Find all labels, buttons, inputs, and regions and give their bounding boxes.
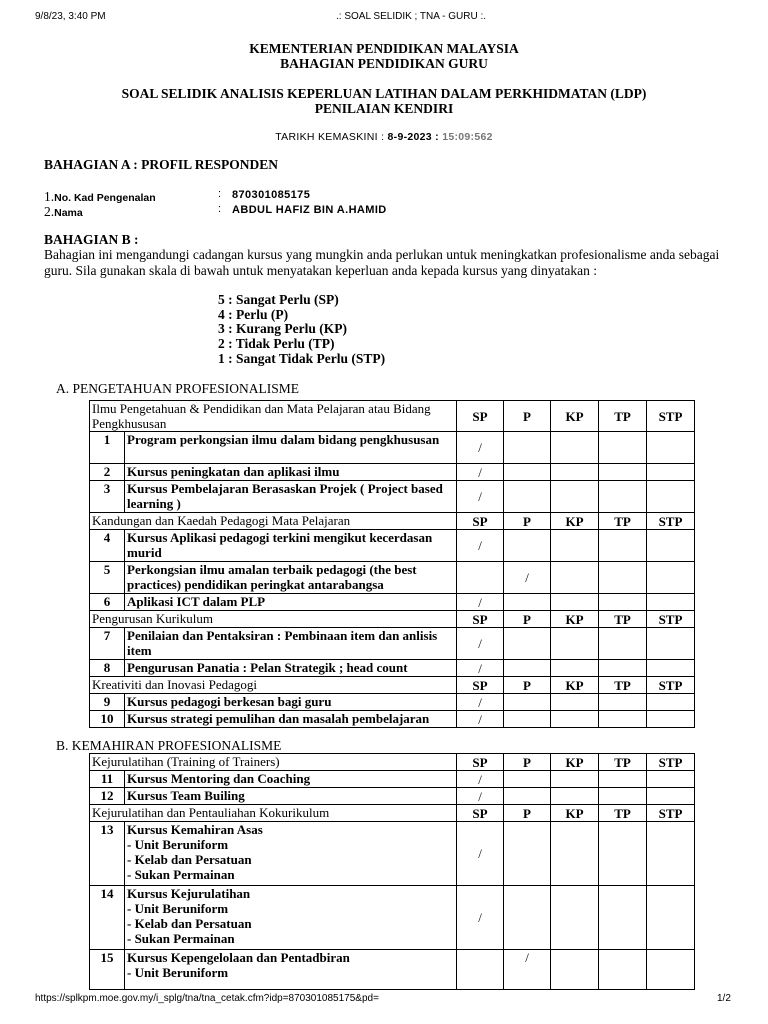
option-header-kp: KP bbox=[551, 513, 599, 530]
survey-item-row bbox=[90, 594, 695, 611]
rating-cell-stp[interactable] bbox=[647, 886, 695, 950]
last-updated bbox=[0, 131, 768, 143]
ministry-title: KEMENTERIAN PENDIDIKAN MALAYSIA bbox=[249, 41, 519, 56]
print-datetime: 9/8/23, 3:40 PM bbox=[35, 11, 106, 22]
item-text: Pengurusan Panatia : Pelan Strategik ; head count bbox=[127, 660, 408, 675]
item-description bbox=[125, 594, 457, 611]
category-label: Pengurusan Kurikulum bbox=[90, 611, 457, 628]
selected-mark: / bbox=[478, 711, 482, 727]
category-label: Kreativiti dan Inovasi Pedagogi bbox=[90, 677, 457, 694]
rating-cell-kp[interactable] bbox=[551, 822, 599, 886]
survey-item-row bbox=[90, 711, 695, 728]
category-header-row bbox=[90, 401, 695, 432]
scale-1: 1 : Sangat Tidak Perlu (STP) bbox=[218, 351, 386, 366]
last-updated-time: 15:09:562 bbox=[442, 131, 493, 143]
rating-cell-kp[interactable] bbox=[551, 432, 599, 464]
print-page-title: .: SOAL SELIDIK ; TNA - GURU :. bbox=[336, 11, 487, 22]
rating-cell-stp[interactable] bbox=[647, 660, 695, 677]
profile-name-row bbox=[44, 203, 387, 219]
rating-cell-tp[interactable] bbox=[599, 788, 647, 805]
rating-cell-stp[interactable] bbox=[647, 481, 695, 513]
item-text: Kursus peningkatan dan aplikasi ilmu bbox=[127, 464, 340, 479]
item-text: Kursus strategi pemulihan dan masalah pembelajaran bbox=[127, 711, 430, 726]
section-a-title: BAHAGIAN A : PROFIL RESPONDEN bbox=[44, 157, 279, 172]
rating-cell-p[interactable] bbox=[504, 530, 551, 562]
item-number: 2 bbox=[90, 464, 125, 481]
item-subpoint: - Sukan Permainan bbox=[127, 867, 235, 882]
rating-cell-sp[interactable] bbox=[457, 660, 504, 677]
survey-subtitle: PENILAIAN KENDIRI bbox=[314, 101, 454, 116]
option-header-p: P bbox=[504, 805, 551, 822]
rating-cell-sp[interactable] bbox=[457, 694, 504, 711]
selected-mark: / bbox=[478, 538, 482, 553]
item-number: 11 bbox=[90, 771, 125, 788]
rating-cell-tp[interactable] bbox=[599, 481, 647, 513]
category-label: Ilmu Pengetahuan & Pendidikan dan Mata Pelajaran atau Bidang Pengkhususan bbox=[90, 401, 457, 432]
item-text: Aplikasi ICT dalam PLP bbox=[127, 594, 266, 609]
option-header-p: P bbox=[504, 754, 551, 771]
item-number: 6 bbox=[90, 594, 125, 611]
item-subpoint: - Kelab dan Persatuan bbox=[127, 852, 252, 867]
rating-cell-kp[interactable] bbox=[551, 950, 599, 990]
rating-cell-sp[interactable] bbox=[457, 711, 504, 728]
rating-cell-tp[interactable] bbox=[599, 594, 647, 611]
profile-name-value: ABDUL HAFIZ BIN A.HAMID bbox=[232, 204, 387, 216]
category-header-row bbox=[90, 677, 695, 694]
rating-cell-kp[interactable] bbox=[551, 694, 599, 711]
rating-cell-stp[interactable] bbox=[647, 628, 695, 660]
option-header-stp: STP bbox=[647, 754, 695, 771]
selected-mark: / bbox=[478, 440, 482, 455]
item-subpoint: - Unit Beruniform bbox=[127, 901, 229, 916]
option-header-tp: TP bbox=[599, 805, 647, 822]
rating-cell-kp[interactable] bbox=[551, 562, 599, 594]
rating-cell-tp[interactable] bbox=[599, 771, 647, 788]
item-text: Kursus pedagogi berkesan bagi guru bbox=[127, 694, 332, 709]
print-footer bbox=[0, 993, 768, 1007]
print-page-number: 1/2 bbox=[717, 993, 731, 1004]
rating-cell-tp[interactable] bbox=[599, 660, 647, 677]
item-description bbox=[125, 788, 457, 805]
rating-cell-tp[interactable] bbox=[599, 562, 647, 594]
rating-cell-p[interactable] bbox=[504, 660, 551, 677]
option-header-sp: SP bbox=[457, 805, 504, 822]
item-number: 14 bbox=[90, 886, 125, 950]
rating-cell-p[interactable] bbox=[504, 950, 551, 990]
option-header-tp: TP bbox=[599, 677, 647, 694]
selected-mark: / bbox=[478, 636, 482, 651]
rating-cell-sp[interactable] bbox=[457, 464, 504, 481]
rating-cell-sp[interactable] bbox=[457, 432, 504, 464]
rating-cell-kp[interactable] bbox=[551, 594, 599, 611]
selected-mark: / bbox=[525, 950, 529, 965]
survey-item-row bbox=[90, 822, 695, 886]
rating-cell-stp[interactable] bbox=[647, 694, 695, 711]
scale-4: 4 : Perlu (P) bbox=[218, 307, 289, 322]
item-description bbox=[125, 711, 457, 728]
rating-cell-p[interactable] bbox=[504, 694, 551, 711]
profile-ic-colon: : bbox=[218, 188, 222, 200]
rating-cell-stp[interactable] bbox=[647, 530, 695, 562]
item-subpoint: - Sukan Permainan bbox=[127, 931, 235, 946]
rating-cell-kp[interactable] bbox=[551, 886, 599, 950]
rating-cell-p[interactable] bbox=[504, 432, 551, 464]
selected-mark: / bbox=[478, 771, 482, 787]
selected-mark: / bbox=[478, 594, 482, 610]
print-header bbox=[0, 11, 768, 25]
option-header-stp: STP bbox=[647, 513, 695, 530]
scale-2: 2 : Tidak Perlu (TP) bbox=[218, 336, 335, 351]
category-header-row bbox=[90, 513, 695, 530]
item-description bbox=[125, 562, 457, 594]
item-description bbox=[125, 481, 457, 513]
option-header-tp: TP bbox=[599, 401, 647, 432]
item-description bbox=[125, 628, 457, 660]
survey-item-row bbox=[90, 886, 695, 950]
item-number: 8 bbox=[90, 660, 125, 677]
item-number: 15 bbox=[90, 950, 125, 990]
profile-ic-value: 870301085175 bbox=[232, 189, 311, 201]
item-text: Kursus Aplikasi pedagogi terkini mengikut kecerdasan murid bbox=[127, 530, 433, 560]
division-title: BAHAGIAN PENDIDIKAN GURU bbox=[280, 56, 488, 71]
item-description bbox=[125, 886, 457, 950]
option-header-stp: STP bbox=[647, 401, 695, 432]
option-header-stp: STP bbox=[647, 677, 695, 694]
category-label: Kandungan dan Kaedah Pedagogi Mata Pelajaran bbox=[90, 513, 457, 530]
item-text: Kursus Team Builing bbox=[127, 788, 245, 803]
rating-cell-tp[interactable] bbox=[599, 694, 647, 711]
option-header-p: P bbox=[504, 513, 551, 530]
item-text: Kursus Pembelajaran Berasaskan Projek ( Project based learning ) bbox=[127, 481, 443, 511]
item-text: Perkongsian ilmu amalan terbaik pedagogi (the best practices) pendidikan peringkat antarabangsa bbox=[127, 562, 417, 592]
item-description bbox=[125, 432, 457, 464]
item-description bbox=[125, 464, 457, 481]
rating-cell-sp[interactable] bbox=[457, 562, 504, 594]
last-updated-date: 8-9-2023 bbox=[387, 131, 432, 143]
item-number: 7 bbox=[90, 628, 125, 660]
rating-cell-tp[interactable] bbox=[599, 886, 647, 950]
survey-item-row bbox=[90, 628, 695, 660]
option-header-sp: SP bbox=[457, 513, 504, 530]
item-text: Penilaian dan Pentaksiran : Pembinaan item dan anlisis item bbox=[127, 628, 438, 658]
survey-item-row bbox=[90, 432, 695, 464]
rating-cell-stp[interactable] bbox=[647, 594, 695, 611]
scale-3: 3 : Kurang Perlu (KP) bbox=[218, 321, 347, 336]
survey-item-row bbox=[90, 481, 695, 513]
rating-cell-sp[interactable] bbox=[457, 530, 504, 562]
profile-name-label: Nama bbox=[54, 207, 83, 219]
rating-cell-stp[interactable] bbox=[647, 788, 695, 805]
rating-cell-sp[interactable] bbox=[457, 950, 504, 990]
item-text: Kursus Kepengelolaan dan Pentadbiran bbox=[127, 950, 350, 965]
item-number: 10 bbox=[90, 711, 125, 728]
selected-mark: / bbox=[525, 570, 529, 585]
category-label: Kejurulatihan (Training of Trainers) bbox=[90, 754, 457, 771]
option-header-stp: STP bbox=[647, 611, 695, 628]
rating-cell-stp[interactable] bbox=[647, 822, 695, 886]
rating-cell-p[interactable] bbox=[504, 562, 551, 594]
item-subpoint: - Unit Beruniform bbox=[127, 837, 229, 852]
rating-cell-stp[interactable] bbox=[647, 562, 695, 594]
option-header-sp: SP bbox=[457, 677, 504, 694]
rating-cell-sp[interactable] bbox=[457, 788, 504, 805]
rating-cell-tp[interactable] bbox=[599, 628, 647, 660]
rating-cell-p[interactable] bbox=[504, 822, 551, 886]
rating-cell-p[interactable] bbox=[504, 464, 551, 481]
selected-mark: / bbox=[478, 788, 482, 804]
rating-cell-p[interactable] bbox=[504, 628, 551, 660]
last-updated-sep: : bbox=[435, 131, 439, 143]
part-a-title: A. PENGETAHUAN PROFESIONALISME bbox=[56, 381, 300, 396]
rating-cell-p[interactable] bbox=[504, 788, 551, 805]
rating-cell-tp[interactable] bbox=[599, 822, 647, 886]
rating-cell-sp[interactable] bbox=[457, 771, 504, 788]
category-header-row bbox=[90, 611, 695, 628]
rating-cell-sp[interactable] bbox=[457, 628, 504, 660]
rating-cell-tp[interactable] bbox=[599, 432, 647, 464]
survey-item-row bbox=[90, 788, 695, 805]
profile-ic-label: No. Kad Pengenalan bbox=[54, 192, 156, 204]
item-description bbox=[125, 950, 457, 990]
item-text: Program perkongsian ilmu dalam bidang pengkhususan bbox=[127, 432, 440, 447]
rating-cell-tp[interactable] bbox=[599, 464, 647, 481]
rating-cell-kp[interactable] bbox=[551, 788, 599, 805]
rating-cell-p[interactable] bbox=[504, 481, 551, 513]
option-header-p: P bbox=[504, 611, 551, 628]
profile-name-colon: : bbox=[218, 203, 222, 215]
selected-mark: / bbox=[478, 489, 482, 504]
last-updated-label: TARIKH KEMASKINI : bbox=[275, 131, 385, 143]
profile-name-number: 2. bbox=[44, 204, 55, 219]
survey-item-row bbox=[90, 464, 695, 481]
rating-cell-stp[interactable] bbox=[647, 950, 695, 990]
option-header-tp: TP bbox=[599, 754, 647, 771]
selected-mark: / bbox=[478, 910, 482, 925]
rating-cell-stp[interactable] bbox=[647, 771, 695, 788]
rating-cell-p[interactable] bbox=[504, 594, 551, 611]
item-text: Kursus Mentoring dan Coaching bbox=[127, 771, 311, 786]
option-header-kp: KP bbox=[551, 677, 599, 694]
item-description bbox=[125, 660, 457, 677]
option-header-sp: SP bbox=[457, 754, 504, 771]
rating-cell-stp[interactable] bbox=[647, 432, 695, 464]
profile-ic-row bbox=[44, 188, 311, 204]
option-header-p: P bbox=[504, 401, 551, 432]
item-description bbox=[125, 530, 457, 562]
item-number: 5 bbox=[90, 562, 125, 594]
item-number: 9 bbox=[90, 694, 125, 711]
selected-mark: / bbox=[478, 846, 482, 861]
rating-cell-stp[interactable] bbox=[647, 711, 695, 728]
survey-item-row bbox=[90, 530, 695, 562]
option-header-kp: KP bbox=[551, 611, 599, 628]
rating-cell-kp[interactable] bbox=[551, 771, 599, 788]
option-header-tp: TP bbox=[599, 611, 647, 628]
rating-cell-kp[interactable] bbox=[551, 711, 599, 728]
rating-cell-kp[interactable] bbox=[551, 628, 599, 660]
item-number: 13 bbox=[90, 822, 125, 886]
profile-ic-number: 1. bbox=[44, 189, 55, 204]
survey-item-row bbox=[90, 660, 695, 677]
item-text: Kursus Kemahiran Asas bbox=[127, 822, 263, 837]
item-number: 12 bbox=[90, 788, 125, 805]
rating-cell-tp[interactable] bbox=[599, 711, 647, 728]
selected-mark: / bbox=[478, 660, 482, 676]
survey-item-row bbox=[90, 562, 695, 594]
section-b-title: BAHAGIAN B : bbox=[44, 232, 139, 247]
option-header-sp: SP bbox=[457, 611, 504, 628]
item-number: 1 bbox=[90, 432, 125, 464]
category-header-row bbox=[90, 805, 695, 822]
rating-cell-kp[interactable] bbox=[551, 481, 599, 513]
survey-item-row bbox=[90, 950, 695, 990]
rating-cell-tp[interactable] bbox=[599, 950, 647, 990]
print-url: https://splkpm.moe.gov.my/i_splg/tna/tna_cetak.cfm?idp=870301085175&pd= bbox=[35, 993, 379, 1004]
section-b-intro: Bahagian ini mengandungi cadangan kursus yang mungkin anda perlukan untuk meningkatkan profesionalisme anda sebagai guru. Sila gunakan skala di bawah untuk menyatakan keperluan anda kepada kursus yang dinyatakan : bbox=[44, 247, 720, 278]
option-header-p: P bbox=[504, 677, 551, 694]
item-subpoint: - Unit Beruniform bbox=[127, 965, 229, 980]
part-a-table bbox=[89, 400, 695, 728]
item-description bbox=[125, 694, 457, 711]
survey-item-row bbox=[90, 771, 695, 788]
rating-cell-p[interactable] bbox=[504, 886, 551, 950]
rating-cell-sp[interactable] bbox=[457, 886, 504, 950]
option-header-sp: SP bbox=[457, 401, 504, 432]
category-label: Kejurulatihan dan Pentauliahan Kokurikulum bbox=[90, 805, 457, 822]
option-header-tp: TP bbox=[599, 513, 647, 530]
survey-title: SOAL SELIDIK ANALISIS KEPERLUAN LATIHAN DALAM PERKHIDMATAN (LDP) bbox=[121, 86, 647, 101]
part-b-title: B. KEMAHIRAN PROFESIONALISME bbox=[56, 738, 282, 753]
rating-cell-stp[interactable] bbox=[647, 464, 695, 481]
selected-mark: / bbox=[478, 694, 482, 710]
option-header-kp: KP bbox=[551, 805, 599, 822]
option-header-stp: STP bbox=[647, 805, 695, 822]
rating-cell-sp[interactable] bbox=[457, 594, 504, 611]
selected-mark: / bbox=[478, 464, 482, 480]
rating-cell-p[interactable] bbox=[504, 771, 551, 788]
rating-cell-kp[interactable] bbox=[551, 464, 599, 481]
rating-cell-tp[interactable] bbox=[599, 530, 647, 562]
item-number: 3 bbox=[90, 481, 125, 513]
option-header-kp: KP bbox=[551, 754, 599, 771]
item-number: 4 bbox=[90, 530, 125, 562]
rating-cell-kp[interactable] bbox=[551, 660, 599, 677]
category-header-row bbox=[90, 754, 695, 771]
option-header-kp: KP bbox=[551, 401, 599, 432]
rating-cell-sp[interactable] bbox=[457, 481, 504, 513]
item-description bbox=[125, 771, 457, 788]
rating-cell-sp[interactable] bbox=[457, 822, 504, 886]
scale-5: 5 : Sangat Perlu (SP) bbox=[218, 292, 339, 307]
item-text: Kursus Kejurulatihan bbox=[127, 886, 251, 901]
item-subpoint: - Kelab dan Persatuan bbox=[127, 916, 252, 931]
part-b-table bbox=[89, 753, 695, 990]
rating-cell-kp[interactable] bbox=[551, 530, 599, 562]
survey-item-row bbox=[90, 694, 695, 711]
item-description bbox=[125, 822, 457, 886]
rating-cell-p[interactable] bbox=[504, 711, 551, 728]
